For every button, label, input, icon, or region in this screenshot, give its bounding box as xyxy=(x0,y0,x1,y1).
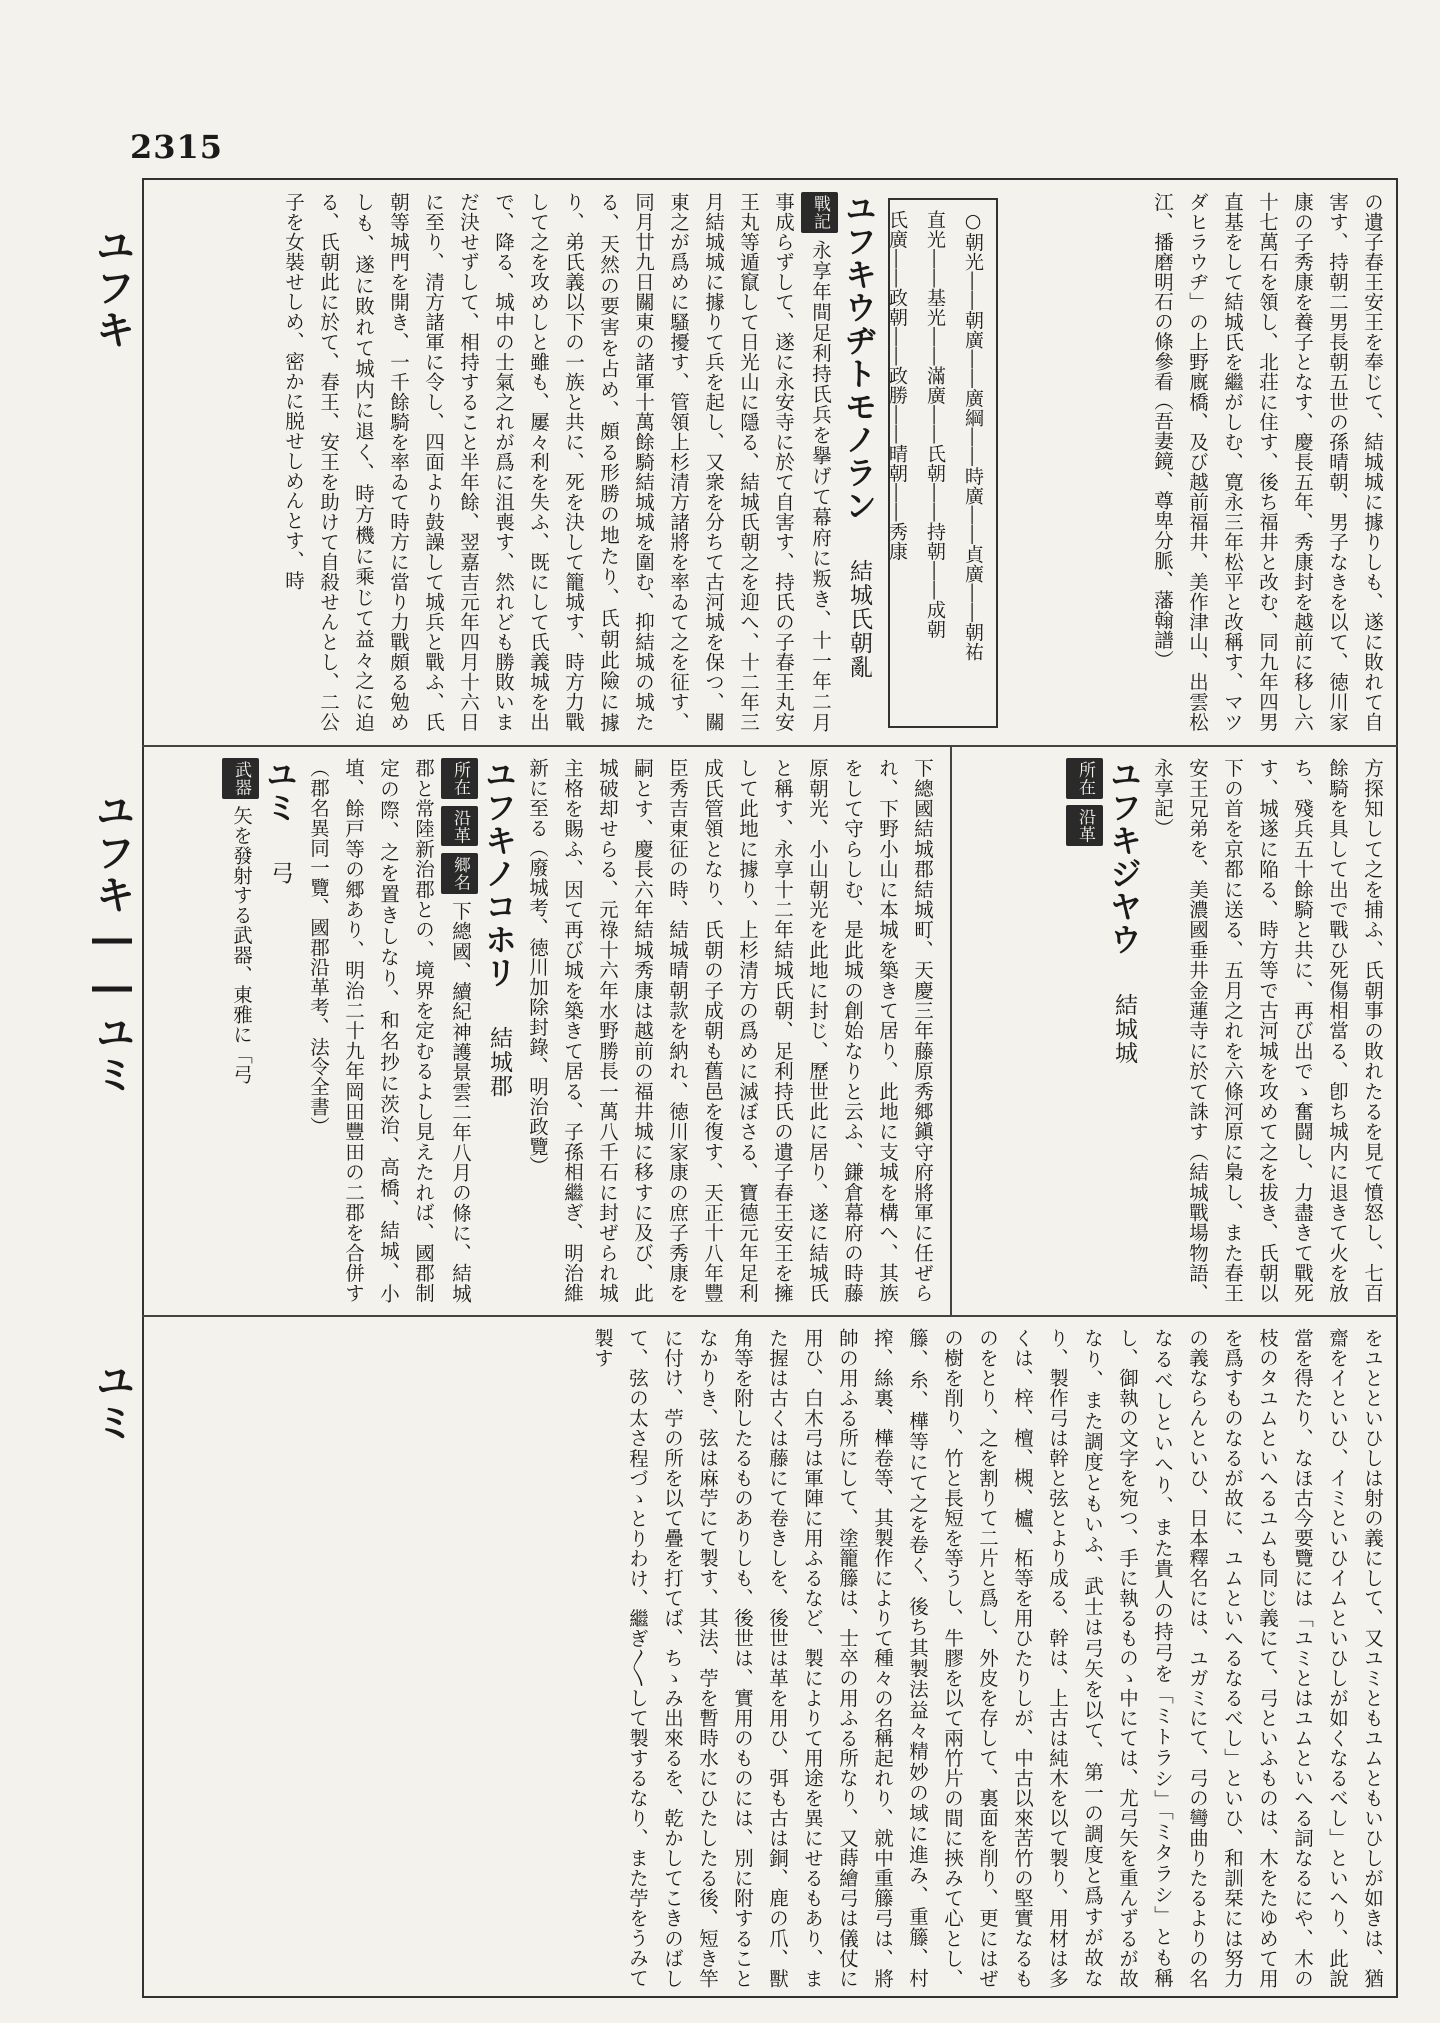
entry-gun-text: 下總國、續紀神護景雲二年八月の條に、結城郡と常陸新治郡との、境界を定むるよし見えたれば、國郡制定の際、之を置きしなり、和名抄に茨治、高橋、結城、小埴、餘戸等の郷あり、明治二十九年岡田豐田の二郡を合併す（郡名異同一覽、國郡沿革考、法令全書） xyxy=(307,758,472,1303)
tier-divider-1 xyxy=(142,745,1398,747)
headword-yumi-kanji: 弓 xyxy=(267,860,293,885)
genealogy-line-1: ○朝光――朝廣――廣綱――時廣――貞廣――朝祐 xyxy=(962,210,984,662)
tier-divider-2 xyxy=(142,1315,1398,1317)
genealogy-line-2: 直光――基光――滿廣――氏朝――持朝――成朝 xyxy=(924,210,946,639)
headword-kanji: 結城氏朝亂 xyxy=(846,558,872,679)
margin-head-middle: ユフキ――ユミ xyxy=(89,790,135,1096)
headword-gun: ユフキノコホリ xyxy=(480,758,518,989)
column-bottom xyxy=(150,1328,1390,1988)
headword: ユフキウヂトモノラン xyxy=(840,192,878,522)
badge-gun-villages: 郷名 xyxy=(441,853,478,894)
page-number: 2315 xyxy=(130,128,224,166)
headword-gun-kanji: 結城郡 xyxy=(486,1025,512,1098)
headword-castle: ユフキジヤウ xyxy=(1105,758,1143,956)
badge-history: 沿革 xyxy=(1066,805,1103,846)
entry-yuuki-ujitomo-ran xyxy=(150,192,880,732)
entry-text: 永享年間足利持氏兵を擧げて幕府に叛き、十一年二月事成らずして、遂に永安寺に於て自害す、持氏の子春王丸安王丸等遁竄して日光山に隱る、結城氏朝之を迎へ、十二年三月結城城に據りて兵を起し、又衆を分ちて古河城を保つ、關東之が爲めに騷擾す、管領上杉清方諸將を率ゐて之を征す、同月廿九日關東の諸軍十萬餘騎結城城を圍む、抑結城の城たる、天然の要害を占め、頗る形勝の地たり、氏朝此險に據り、弟氏義以下の一族と共に、死を決して籠城す、時方力戰して之を攻めしと雖も、屢々利を失ふ、既にして氏義城を出で、降る、城中の士氣之れが爲に沮喪す、然れども勝敗いまだ決せずして、相持すること半年餘、翌嘉吉元年四月十六日に至り、清方諸軍に令し、四面より鼓譟して城兵と戰ふ、氏朝等城門を開き、一千餘騎を率ゐて時方に當り力戰頗る勉めしも、遂に敗れて城内に退く、時方機に乘じて益々之に迫る、氏朝此に於て、春王、安王を助けて自殺せんとし、二公子を女裝せしめ、密かに脱せしめんとす、時 xyxy=(282,192,832,732)
genealogy-line-3: 氏廣――政朝――政勝――晴朝――秀康 xyxy=(886,210,908,561)
badge-location: 所在 xyxy=(1066,758,1103,799)
badge-gun-location: 所在 xyxy=(441,758,478,799)
continuation-text: の遺子春王安王を奉じて、結城城に據りしも、遂に敗れて自害す、持朝二男長朝五世の孫晴朝、男子なきを以て、徳川家康の子秀康を養子となす、慶長五年、秀康封を越前に移し六十七萬石を領し、北荘に住す、後ち福井と改む、同九年四男直基をして結城氏を繼がしむ、寛永三年松平と改稱す、マツダヒラウヂ」の上野廐橋、及び越前福井、美作津山、出雲松江、播磨明石の條參看（吾妻鏡、尊卑分脈、藩翰譜） xyxy=(1151,192,1384,732)
column-middle-left xyxy=(150,758,940,1303)
category-badge: 戰記 xyxy=(801,192,838,233)
headword-yumi: ユミ xyxy=(261,758,299,824)
column-middle-right xyxy=(960,758,1390,1303)
entry-yumi-text: をユとといひしは射の義にして、又ユミともユムともいひしが如きは、猶齋をイといひ、イミといひイムといひしが如くなるべし」といへり、此說當を得たり、なほ古今要覽には「ユミとはユムといへる詞なるにや、木の枝のタユムといへるユムも同じ義にて、弓といふものは、木をたゆめて用を爲すものなるが故に、ユムといへるなるべし」といひ、和訓栞には努力の義ならんといひ、日本釋名には、ユガミにて、弓の彎曲りたるよりの名なるべしといへり、また貴人の持弓を「ミトラシ」「ミタラシ」とも稱し、御執の文字を宛つ、手に執るものゝ中にては、尤弓矢を重んずるが故なり、また調度ともいふ、武士は弓矢を以て、第一の調度と爲すが故なり、製作弓は幹と弦とより成る、幹は、上古は純木を以て製り、用材は多くは、梓、檀、槻、櫨、柘等を用ひたりしが、中古以來苦竹の堅實なるものをとり、之を割りて二片と爲し、外皮を存して、裏面を削り、更にはぜの樹を削り、竹と長短を等うし、牛膠を以て兩竹片の間に挾みて心とし、籐、糸、樺等にて之を卷く、後ち其製法益々精妙の域に進み、重籐、村搾、絲裏、樺卷等、其製作によりて種々の名稱起れり、就中重籐弓は、將帥の用ふる所にして、塗籠籐は、士卒の用ふる所なり、又蒔繪弓は儀仗に用ひ、白木弓は軍陣に用ふるなど、製によりて用途を異にせるもあり、また握は古くは藤にて卷きしを、後世は革を用ひ、弭も古は銅、鹿の爪、獸角等を附したるものありしも、後世は、實用のものには、別に附することなかりき、弦は麻苧にて製す、其法、苧を暫時水にひたしたる後、短き竿に付け、苧の所を以て疊を打てば、ちゝみ出來るを、乾かしてこきのばして、弦の太さ程づゝとりわけ、繼ぎ〳〵して製するなり、また苧をうみて製す xyxy=(591,1328,1384,1988)
entry-yumi-intro: 矢を發射する武器、東雅に「弓 xyxy=(230,805,253,1085)
headword-castle-kanji: 結城城 xyxy=(1111,992,1137,1065)
continuation-text-2: 方探知して之を捕ふ、氏朝事の敗れたるを見て憤怒し、七百餘騎を具して出で戰ひ死傷相當る、卽ち城内に退きて火を放ち、殘兵五十餘騎と共に、再び出でゝ奮闘し、力盡きて戰死す、城遂に陥る、時方等で古河城を攻めて之を拔き、氏朝以下の首を京都に送る、五月之れを六條河原に梟し、また春王安王兄弟を、美濃國垂井金蓮寺に於て誅す（結城戰場物語、永享記） xyxy=(1151,758,1384,1303)
margin-head-top: ユフキ xyxy=(89,225,135,351)
column-top-right xyxy=(1000,192,1390,732)
column-divider xyxy=(950,745,952,1315)
entry-castle-text: 下總國結城郡結城町、天慶三年藤原秀郷鎭守府將軍に任ぜられ、下野小山に本城を築きて居り、此地に支城を構へ、其族をして守らしむ、是此城の創始なりと云ふ、鎌倉幕府の時藤原朝光、小山朝光を此地に封じ、歷世此に居り、遂に結城氏と稱す、永享十二年結城氏朝、足利持氏の遺子春王安王を擁して此地に據り、上杉清方の爲めに滅ぼさる、寶德元年足利成氏管領となり、氏朝の子成朝も舊邑を復す、天正十八年豐臣秀吉東征の時、結城晴朝款を納れ、徳川家康の庶子秀康を嗣とす、慶長六年結城秀康は越前の福井城に移すに及び、此城破却せらる、元祿十六年水野勝長一萬八千石に封ぜられ城主格を賜ふ、因て再び城を築きて居る、子孫相繼ぎ、明治維新に至る（廢城考、徳川加除封錄、明治政覽） xyxy=(526,758,934,1303)
margin-head-bottom: ユミ xyxy=(89,1360,135,1444)
genealogy-box xyxy=(888,198,998,728)
badge-gun-history: 沿革 xyxy=(441,806,478,847)
badge-weapon: 武器 xyxy=(222,758,259,799)
